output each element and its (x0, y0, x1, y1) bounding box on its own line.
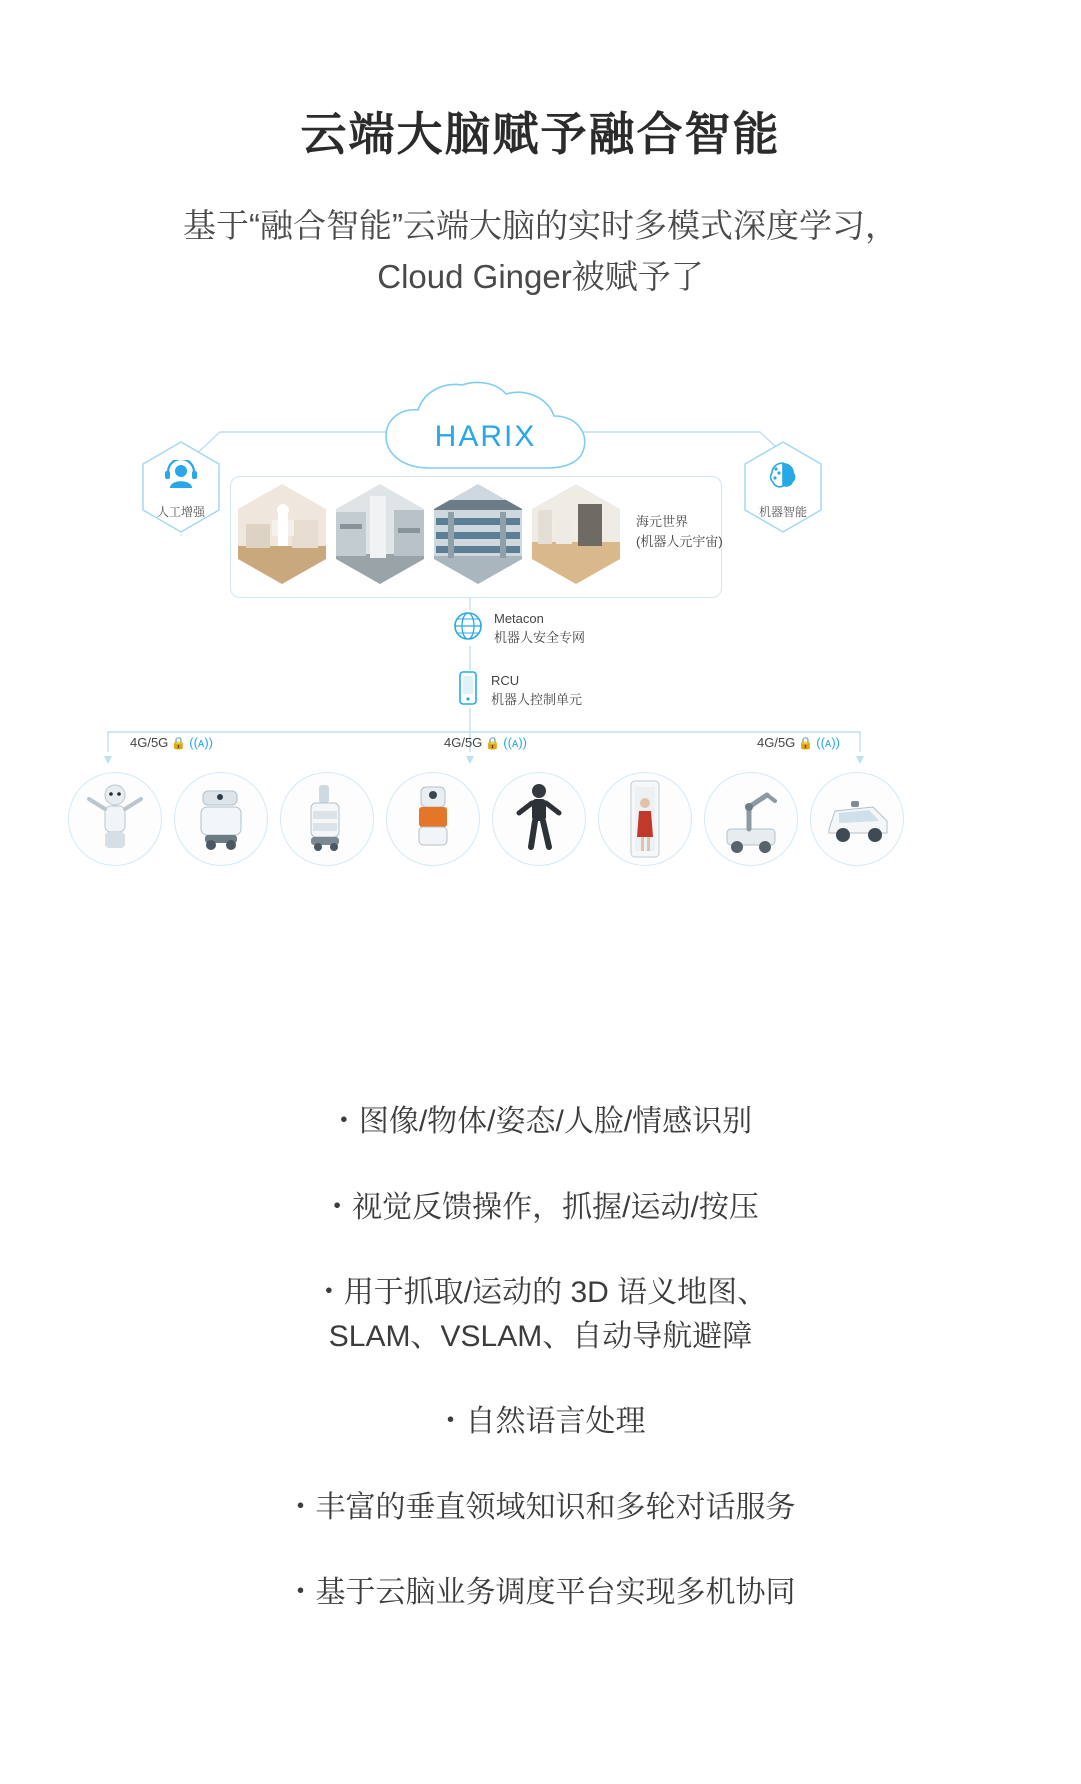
antenna-icon: ((ᴀ)) (189, 735, 214, 750)
machine-intelligence-label: 机器智能 (758, 505, 807, 519)
metacon-title: Metacon (494, 611, 544, 626)
scene-thumbnail-restaurant (238, 484, 326, 584)
metaverse-label-line-1: 海元世界 (636, 514, 689, 529)
robot-industrial-arm (704, 772, 798, 866)
network-label-center (444, 735, 527, 750)
network-label-right (757, 735, 840, 750)
robot-delivery (280, 772, 374, 866)
cloud-label: HARIX (434, 420, 537, 453)
lock-icon: 🔒 (171, 735, 187, 750)
feature-item-line-1: ・视觉反馈操作，抓握/运动/按压 (322, 1190, 759, 1224)
metacon-text (494, 610, 585, 648)
network-label-left (130, 735, 213, 750)
headset-agent-icon (140, 460, 222, 495)
network-label-center-text: 4G/5G (444, 735, 483, 750)
feature-item-line-2: SLAM、VSLAM、自动导航避障 (328, 1319, 753, 1353)
rcu-text (491, 672, 582, 710)
architecture-diagram (0, 360, 1081, 920)
scene-thumbnail-group (238, 484, 618, 589)
antenna-icon: ((ᴀ)) (816, 735, 841, 750)
antenna-icon: ((ᴀ)) (503, 735, 528, 750)
human-augmentation-node (140, 440, 222, 534)
rcu-node (455, 670, 582, 711)
subtitle-line-1: 基于“融合智能”云端大脑的实时多模式深度学习， (183, 207, 898, 244)
subtitle-line-2: Cloud Ginger被赋予了 (377, 258, 704, 296)
feature-item (0, 1100, 1081, 1144)
feature-item (0, 1486, 1081, 1530)
robot-biped-humanoid (492, 772, 586, 866)
rcu-title: RCU (491, 672, 520, 688)
feature-item-line-1: ・图像/物体/姿态/人脸/情感识别 (328, 1105, 753, 1138)
feature-item-line-1: ・基于云脑业务调度平台实现多机协同 (285, 1576, 796, 1609)
robot-security-patrol (174, 772, 268, 866)
lock-icon: 🔒 (485, 735, 501, 750)
feature-item-line-1: ・用于抓取/运动的 3D 语义地图、 (313, 1276, 768, 1309)
metaverse-label-line-2: (机器人元宇宙) (636, 533, 723, 549)
feature-item (0, 1571, 1081, 1615)
metacon-desc: 机器人安全专网 (494, 629, 586, 645)
globe-icon (452, 610, 484, 647)
network-label-left-text: 4G/5G (130, 735, 169, 750)
rcu-desc: 机器人控制单元 (491, 691, 583, 707)
scene-thumbnail-retail (336, 484, 424, 584)
feature-list (0, 1100, 1081, 1657)
harix-cloud-node (378, 380, 593, 475)
mobile-device-icon (455, 670, 481, 711)
robot-humanoid-service (68, 772, 162, 866)
robot-cleaning (386, 772, 480, 866)
lock-icon: 🔒 (798, 735, 814, 750)
network-label-right-text: 4G/5G (757, 735, 796, 750)
page-subtitle (0, 200, 1081, 302)
feature-item-line-1: ・丰富的垂直领域知识和多轮对话服务 (285, 1490, 796, 1524)
robot-display-kiosk (598, 772, 692, 866)
feature-item (0, 1400, 1081, 1444)
page-title: 云端大脑赋予融合智能 (300, 108, 781, 160)
feature-item (0, 1271, 1081, 1358)
scene-thumbnail-room (532, 484, 620, 584)
scene-thumbnail-warehouse (434, 484, 522, 584)
robot-autonomous-vehicle (810, 772, 904, 866)
feature-item (0, 1186, 1081, 1230)
metaverse-panel-label (636, 512, 723, 551)
ai-brain-icon (742, 460, 824, 495)
metacon-node (452, 610, 585, 648)
human-augmentation-label: 人工增强 (156, 505, 205, 519)
machine-intelligence-node (742, 440, 824, 534)
feature-item-line-1: ・自然语言处理 (435, 1405, 646, 1438)
